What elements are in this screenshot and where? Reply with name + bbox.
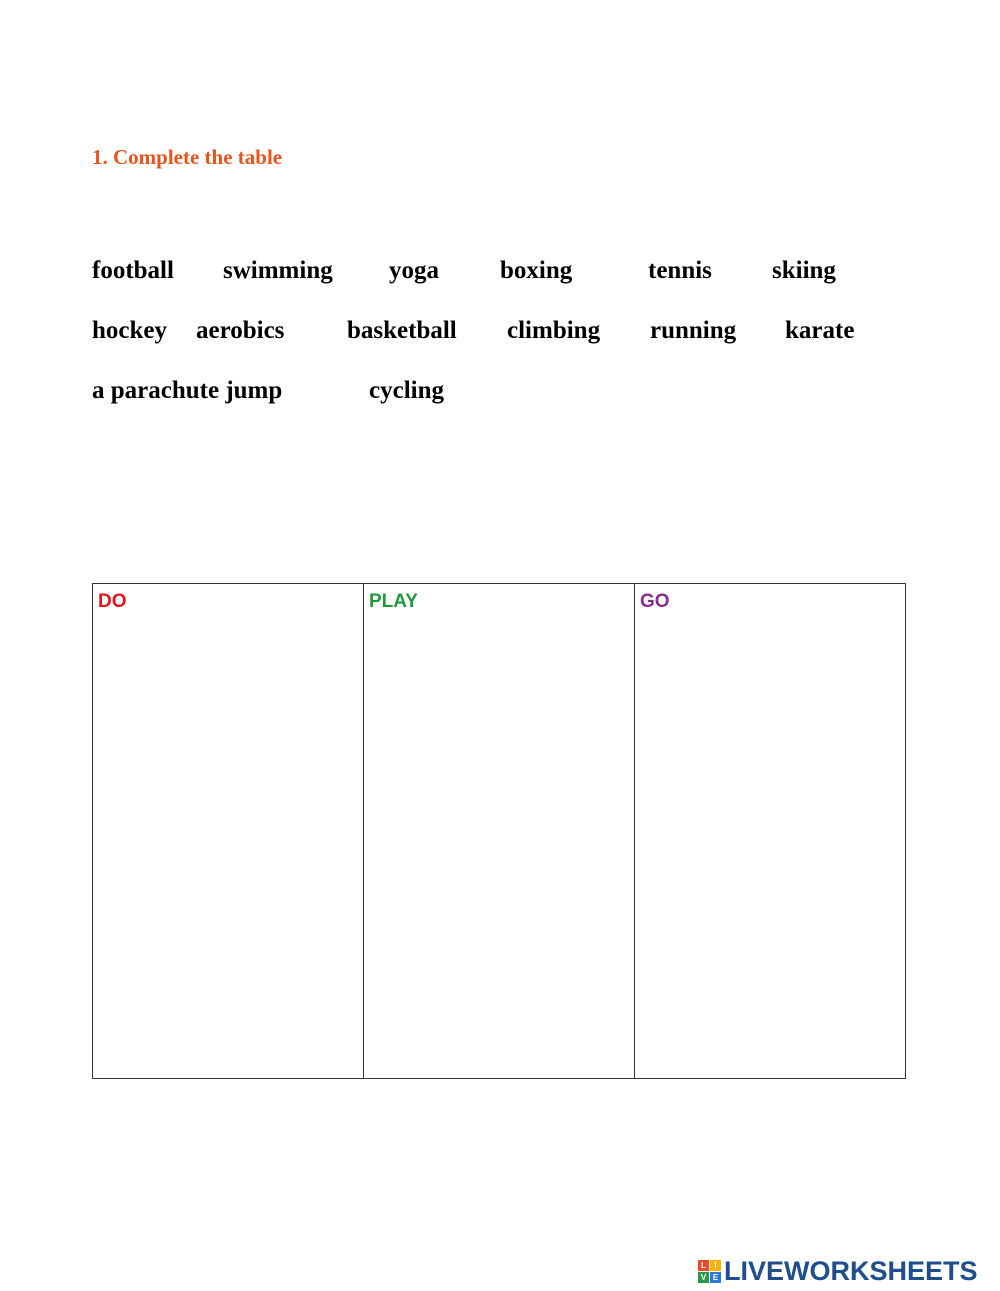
logo-block: I [710,1260,721,1271]
sorting-table [92,583,906,1079]
instruction-heading: 1. Complete the table [92,145,283,169]
word-bank-item: boxing [500,257,573,284]
column-do[interactable] [93,584,364,1079]
column-header-play: PLAY [369,591,418,612]
column-go[interactable] [635,584,906,1079]
word-bank-item: football [92,257,174,284]
column-play[interactable] [364,584,635,1079]
word-bank-item: hockey [92,317,167,344]
column-header-go: GO [640,591,670,612]
word-bank-item: running [650,317,737,344]
word-bank-item: yoga [389,257,439,284]
liveworksheets-logo [698,1256,978,1286]
column-header-do: DO [98,591,127,612]
logo-icon [698,1260,721,1283]
word-bank-item: climbing [507,317,601,344]
logo-text: LIVEWORKSHEETS [724,1255,978,1286]
word-bank-item: swimming [223,257,333,284]
word-bank-item: tennis [648,257,712,284]
word-bank-item: karate [785,317,855,344]
word-bank-item: a parachute jump [92,377,283,404]
word-bank-item: cycling [369,377,444,404]
logo-block: E [710,1272,721,1283]
word-bank-item: skiing [772,257,836,284]
logo-block: L [698,1260,709,1271]
word-bank-item: aerobics [196,317,285,344]
logo-block: V [698,1272,709,1283]
word-bank-item: basketball [347,317,457,344]
